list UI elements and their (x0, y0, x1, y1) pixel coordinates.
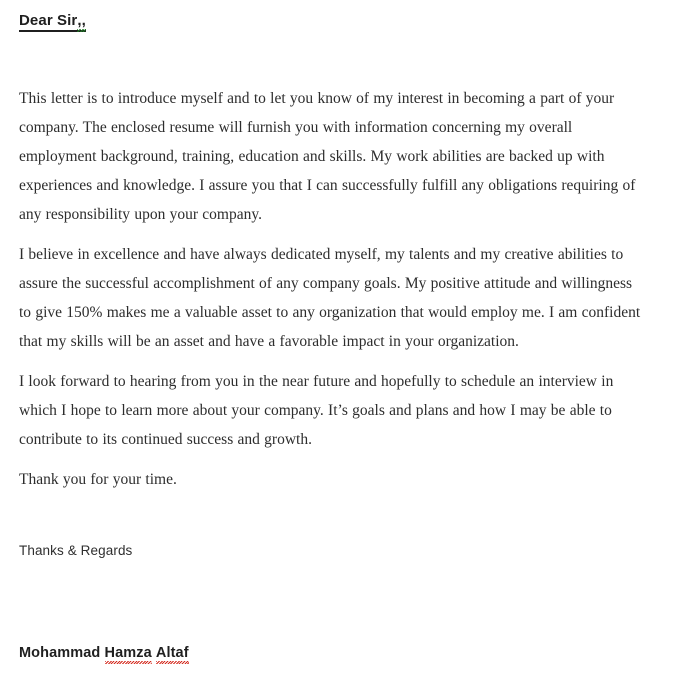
spelling-error-squiggle-icon-last-name: Altaf (155, 645, 189, 661)
letter-body (19, 84, 647, 504)
salutation-underlined-text (19, 12, 86, 32)
paragraph-4-thank-you: Thank you for your time. (19, 471, 177, 488)
salutation-heading (19, 12, 86, 32)
paragraph-1: This letter is to introduce myself and to let you know of my interest in becoming a part of your company. The enclosed resume will furnish you with information concerning my overall employment background, training, education and skills. My work abilities are backed up with experiences and knowledge. I assure you that I can successfully fulfill any obligations requiring of any responsibility upon your company. (19, 90, 636, 223)
paragraph-3: I look forward to hearing from you in the near future and hopefully to schedule an interview in which I hope to learn more about your company. It’s goals and plans and how I may be able to contribute to its continued success and growth. (19, 373, 614, 448)
paragraph-2: I believe in excellence and have always dedicated myself, my talents and my creative abilities to assure the successful accomplishment of any company goals. My positive attitude and willingness to give 150% makes me a valuable asset to any organization that would employ me. I am confident that my skills will be an asset and have a favorable impact in your organization. (19, 246, 641, 350)
spelling-error-squiggle-icon-middle-name: Hamza (104, 645, 152, 661)
salutation-greeting: Dear Sir (19, 12, 78, 29)
closing-line: Thanks & Regards (19, 543, 133, 558)
grammar-error-squiggle-icon: ,, (77, 12, 86, 29)
signature-first-name: Mohammad (19, 645, 101, 661)
signature-name (19, 645, 189, 661)
